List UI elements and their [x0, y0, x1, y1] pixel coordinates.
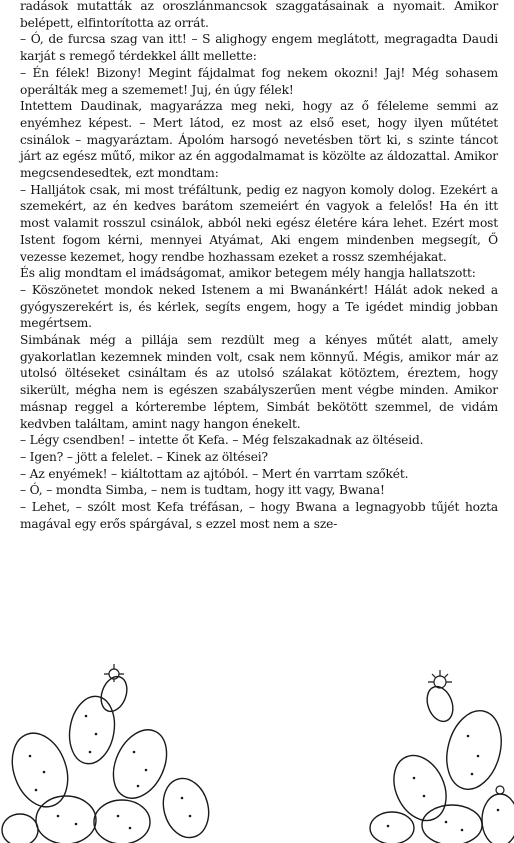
paragraph: – Lehet, – szólt most Kefa tréfásan, – hogy Bwana a legnagyobb tűjét hozta magával egy erős spárgával, s ezzel most nem a sze- — [20, 500, 498, 531]
prickly-pear-cactus-icon — [0, 660, 514, 843]
paragraph: – Én félek! Bizony! Megint fájdalmat fog nekem okozni! Jaj! Még sohasem operálták meg a szememet! Juj, én úgy félek! — [20, 65, 498, 97]
paragraph: – Köszönetet mondok neked Istenem a mi Bwanánkért! Hálát adok neked a gyógyszerekért is, és kérlek, segíts engem, hogy a Te igédet mindig jobban megértsem. — [20, 282, 498, 331]
paragraph: Simbának még a pillája sem rezdült meg a kényes műtét alatt, amely gyakorlatlan kezemnek minden volt, csak nem könnyű. Mégis, amikor már az utolsó öltéseket csináltam és az utolsó szálakat kötöztem, éreztem, hogy sikerült, mégha nem is egészen szabályszerűen ment végbe minden. Amikor másnap reggel a kórterembe léptem, Simbát bekötött szemmel, de vidám kedvben találtam, amint nagy hangon énekelt. — [20, 333, 498, 431]
paragraph: radások mutatták az oroszlánmancsok szaggatásainak a nyomait. Amikor belépett, elfintorította az orrát. — [20, 0, 498, 30]
paragraph: Intettem Daudinak, magyarázza meg neki, hogy az ő féleleme semmi az enyémhez képest. – Mert látod, ez most az első eset, hogy ilyen műtétet csinálok – magyaráztam. Ápolóm harsogó nevetésben tört ki, s szinte táncot járt az egész műtő, mikor az én aggodalmamat is közölte az áldozattal. Amikor megcsendesedtek, ezt mondtam: — [20, 99, 498, 181]
paragraph: – Igen? – jött a felelet. – Kinek az öltései? — [20, 449, 268, 464]
page-text — [20, 0, 498, 533]
paragraph: És alig mondtam el imádságomat, amikor betegem mély hangja hallatszott: — [20, 266, 476, 281]
paragraph: – Az enyémek! – kiáltottam az ajtóból. – Mert én varrtam szőkét. — [20, 466, 409, 481]
paragraph: – Halljátok csak, mi most tréfáltunk, pedig ez nagyon komoly dolog. Ezekért a szemekért, az én kedves barátom szemeiért én vagyok a felelős! Ha én itt most valamit rosszul csinálok, abból neki egész életére kára lehet. Ezért most Istent fogom kérni, mennyei Atyámat, Aki engem mindenben megsegít, Ő vezesse kezemet, hogy rendbe hozhassam ezeket a rossz szemhéjakat. — [20, 182, 498, 264]
paragraph: – Ó, – mondta Simba, – nem is tudtam, hogy itt vagy, Bwana! — [20, 483, 385, 498]
paragraph: – Légy csendben! – intette őt Kefa. – Még felszakadnak az öltéseid. — [20, 433, 424, 448]
paragraph: – Ó, de furcsa szag van itt! – S alighogy engem meglátott, megragadta Daudi karját s remegő térdekkel állt mellette: — [20, 32, 498, 64]
